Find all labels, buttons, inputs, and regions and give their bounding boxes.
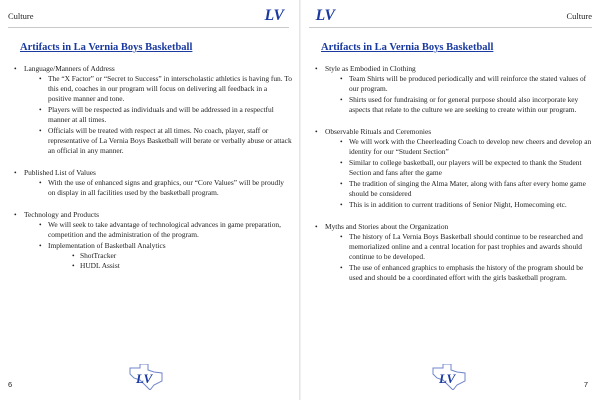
- bullet-content: [315, 64, 593, 295]
- list-item: • Published List of Values • With the use of enhanced signs and graphics, our “Core Values” will be proudly on display in all facilities used by the basketball program.: [14, 168, 292, 198]
- list-item: • Observable Rituals and Ceremonies • We will work with the Cheerleading Coach to develop new cheers and develop an identity for our “Student Section” • Similar to college basketball, our players will be expected to thank the Student Section and fans after the game • The tradition of singing the Alma Mater, along with fans after every home game should be considered • This is in addition to current traditions of Senior Night, Homecoming etc.: [315, 127, 593, 210]
- lv-logo-icon: [262, 4, 288, 24]
- page-number: 7: [583, 380, 588, 389]
- list-item: • Team Shirts will be produced periodically and will reinforce the stated values of our program.: [325, 74, 593, 94]
- list-item: • We will seek to take advantage of technological advances in game preparation, competition and the administration of the program.: [24, 220, 292, 240]
- header-rule: [309, 27, 592, 28]
- svg-text:LV: LV: [264, 6, 284, 24]
- list-item: • HUDL Assist: [48, 261, 292, 271]
- list-item: • Shirts used for fundraising or for general purpose should also incorporate key aspects that relate to the culture we are seeking to create within our program.: [325, 95, 593, 115]
- lv-logo-icon: [313, 4, 339, 24]
- list-item: • Language/Manners of Address • The “X Factor” or “Secret to Success” in interscholastic athletics is having fun. To this end, coaches in our program will focus on delivering all feedback in a positive manner and tone. • Players will be respected as individuals and will be addressed in a respectful manner at all times. • Officials will be treated with respect at all times. No coach, player, staff or representative of La Vernia Boys Basketball will berate or verbally abuse or attack an official in any manner.: [14, 64, 292, 156]
- list-item: • The use of enhanced graphics to emphasis the history of the program should be used and should be a coordinated effort with the girls basketball program.: [325, 263, 593, 283]
- svg-text:LV: LV: [439, 371, 456, 386]
- list-item: • Myths and Stories about the Organization • The history of La Vernia Boys Basketball should continue to be researched and memorialized online and a central location for past trophies and awards should continue to be developed. • The use of enhanced graphics to emphasis the history of the program should be used and should be a coordinated effort with the girls basketball program.: [315, 222, 593, 283]
- bullet-content: [14, 64, 292, 283]
- header-rule: [8, 27, 289, 28]
- list-item: • We will work with the Cheerleading Coach to develop new cheers and develop an identity for our “Student Section”: [325, 137, 593, 157]
- list-item: • With the use of enhanced signs and graphics, our “Core Values” will be proudly on display in all facilities used by the basketball program.: [24, 178, 292, 198]
- svg-text:LV: LV: [136, 371, 153, 386]
- list-item: • Style as Embodied in Clothing • Team Shirts will be produced periodically and will reinforce the stated values of our program. • Shirts used for fundraising or for general purpose should also incorporate key aspects that relate to the culture we are seeking to create within our program.: [315, 64, 593, 115]
- list-item: • Officials will be treated with respect at all times. No coach, player, staff or representative of La Vernia Boys Basketball will berate or verbally abuse or attack an official in any manner.: [24, 126, 292, 156]
- header-label: Culture: [566, 11, 592, 21]
- page-7: [300, 0, 600, 400]
- list-item: • ShotTracker: [48, 251, 292, 261]
- list-item: • Technology and Products • We will seek to take advantage of technological advances in game preparation, competition and the administration of the program. • Implementation of Basketball Analytics • ShotTracker • HUDL Assist: [14, 210, 292, 271]
- list-item: • The “X Factor” or “Secret to Success” in interscholastic athletics is having fun. To this end, coaches in our program will focus on delivering all feedback in a positive manner and tone.: [24, 74, 292, 104]
- list-item: • This is in addition to current traditions of Senior Night, Homecoming etc.: [325, 200, 593, 210]
- page-title: Artifacts in La Vernia Boys Basketball: [321, 42, 494, 53]
- page-number: 6: [8, 380, 13, 389]
- page-title: Artifacts in La Vernia Boys Basketball: [20, 42, 193, 53]
- list-item: • Similar to college basketball, our players will be expected to thank the Student Section and fans after the game: [325, 158, 593, 178]
- texas-lv-logo-icon: [431, 364, 467, 390]
- header-label: Culture: [8, 11, 34, 21]
- texas-lv-logo-icon: [128, 364, 164, 390]
- list-item: • The history of La Vernia Boys Basketball should continue to be researched and memorialized online and a central location for past trophies and awards should continue to be developed.: [325, 232, 593, 262]
- list-item: • Implementation of Basketball Analytics • ShotTracker • HUDL Assist: [24, 241, 292, 271]
- list-item: • The tradition of singing the Alma Mater, along with fans after every home game should be considered: [325, 179, 593, 199]
- list-item: • Players will be respected as individuals and will be addressed in a respectful manner at all times.: [24, 105, 292, 125]
- svg-text:LV: LV: [315, 6, 335, 24]
